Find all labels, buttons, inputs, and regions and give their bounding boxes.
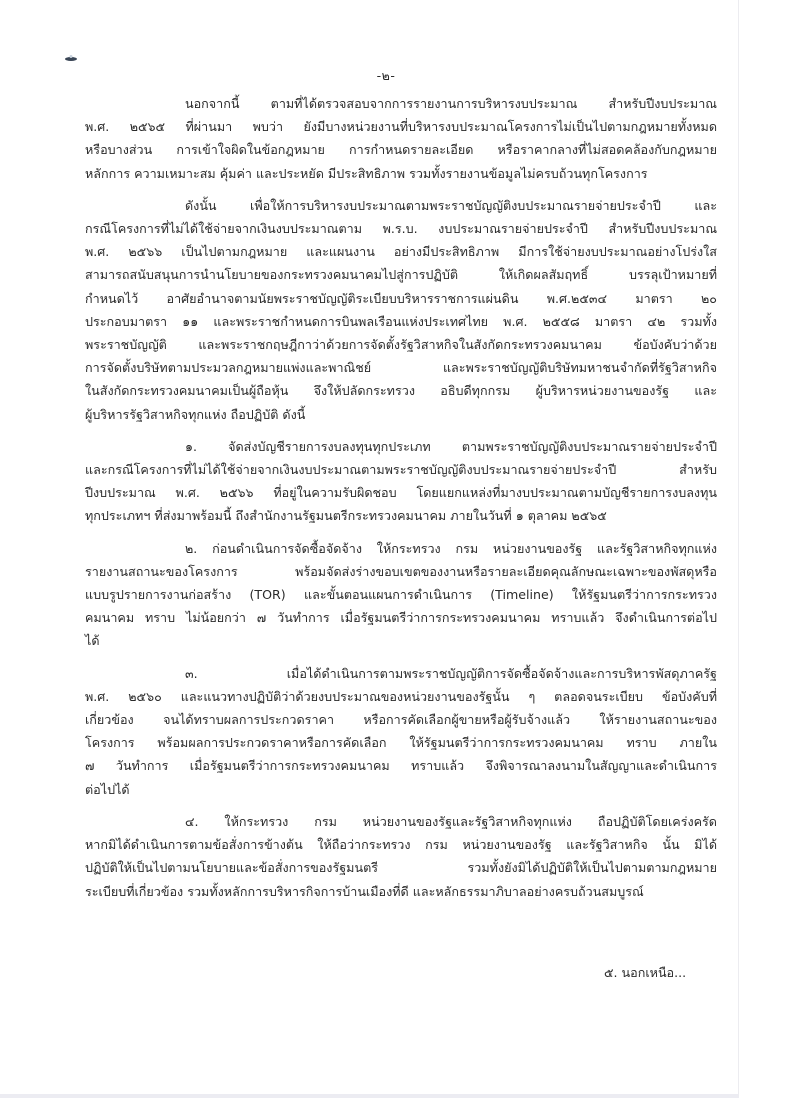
text-line: หลักการ ความเหมาะสม คุ้มค่า และประหยัด มีประสิทธิภาพ รวมทั้งรายงานข้อมูลไม่ครบถ้วนทุกโครงการ xyxy=(85,165,648,181)
continuation-note: ๕. นอกเหนือ... xyxy=(604,965,687,980)
text-line: ๔. ให้กระทรวง กรม หน่วยงานของรัฐและรัฐวิสาหกิจทุกแห่ง ถือปฏิบัติโดยเคร่งครัด xyxy=(185,813,717,829)
text-line: ๗ วันทำการ เมื่อรัฐมนตรีว่าการกระทรวงคมนาคม ทราบแล้ว จึงพิจารณาลงนามในสัญญาและดำเนินการ xyxy=(85,758,717,774)
text-line: กรณีโครงการที่ไม่ได้ใช้จ่ายจากเงินงบประมาณตาม พ.ร.บ. งบประมาณรายจ่ายประจำปี สำหรับปีงบประมาณ xyxy=(85,221,717,237)
garuda-emblem-icon xyxy=(64,54,78,62)
text-line: ๑. จัดส่งบัญชีรายการงบลงทุนทุกประเภท ตามพระราชบัญญัติงบประมาณรายจ่ายประจำปี xyxy=(185,438,717,454)
text-line: พ.ศ. ๒๕๖๕ ที่ผ่านมา พบว่า ยังมีบางหน่วยงานที่บริหารงบประมาณโครงการไม่เป็นไปตามกฎหมายทั้งหมด xyxy=(85,119,717,135)
text-line: กำหนดไว้ อาศัยอำนาจตามนัยพระราชบัญญัติระเบียบบริหารราชการแผ่นดิน พ.ศ.๒๕๓๔ มาตรา ๒๐ xyxy=(85,290,717,306)
text-line: ทุกประเภทฯ ที่ส่งมาพร้อมนี้ ถึงสำนักงานรัฐมนตรีกระทรวงคมนาคม ภายในวันที่ ๑ ตุลาคม ๒๕๖๕ xyxy=(85,508,607,524)
paragraph-intro xyxy=(85,92,717,185)
text-line: ได้ xyxy=(85,633,100,649)
page-number: -๒- xyxy=(376,68,396,83)
paragraph-item-3 xyxy=(85,662,717,801)
text-line: ประกอบมาตรา ๑๑ และพระราชกำหนดการบินพลเรือนแห่งประเทศไทย พ.ศ. ๒๕๕๘ มาตรา ๔๒ รวมทั้ง xyxy=(85,313,717,329)
text-line: พ.ศ. ๒๕๖๖ เป็นไปตามกฎหมาย และแผนงาน อย่างมีประสิทธิภาพ มีการใช้จ่ายงบประมาณอย่างโปร่งใส xyxy=(85,244,717,260)
text-line: ในสังกัดกระทรวงคมนาคมเป็นผู้ถือหุ้น จึงให้ปลัดกระทรวง อธิบดีทุกกรม ผู้บริหารหน่วยงานของรัฐ และ xyxy=(85,383,717,399)
text-line: หรือบางส่วน การเข้าใจผิดในข้อกฎหมาย การกำหนดรายละเอียด หรือราคากลางที่ไม่สอดคล้องกับกฎหมาย xyxy=(85,142,717,158)
text-line: ต่อไปได้ xyxy=(85,781,130,797)
text-line: การจัดตั้งบริษัทตามประมวลกฎหมายแพ่งและพาณิชย์ และพระราชบัญญัติบริษัทมหาชนจำกัดที่รัฐวิสาหกิจ xyxy=(85,360,717,376)
text-line: แบบรูปรายการงานก่อสร้าง (TOR) และขั้นตอนแผนการดำเนินการ (Timeline) ให้รัฐมนตรีว่าการกระทรวง xyxy=(85,587,717,603)
text-line: พระราชบัญญัติ และพระราชกฤษฎีกาว่าด้วยการจัดตั้งรัฐวิสาหกิจในสังกัดกระทรวงคมนาคม ข้อบังคับว่าด้วย xyxy=(85,337,717,353)
text-line: ดังนั้น เพื่อให้การบริหารงบประมาณตามพระราชบัญญัติงบประมาณรายจ่ายประจำปี และ xyxy=(185,197,717,213)
paragraph-item-2 xyxy=(85,537,717,653)
document-body xyxy=(85,92,717,912)
text-line: ๓. เมื่อได้ดำเนินการตามพระราชบัญญัติการจัดซื้อจัดจ้างและการบริหารพัสดุภาครัฐ xyxy=(185,665,717,681)
text-line: โครงการ พร้อมผลการประกวดราคาหรือการคัดเลือก ให้รัฐมนตรีว่าการกระทรวงคมนาคม ทราบ ภายใน xyxy=(85,735,717,751)
text-line: เกี่ยวข้อง จนได้ทราบผลการประกวดราคา หรือการคัดเลือกผู้ขายหรือผู้รับจ้างแล้ว ให้รายงานสถานะของ xyxy=(85,712,717,728)
text-line: สามารถสนับสนุนการนำนโยบายของกระทรวงคมนาคมไปสู่การปฏิบัติ ให้เกิดผลสัมฤทธิ์ บรรลุเป้าหมายที่ xyxy=(85,267,717,283)
text-line: นอกจากนี้ ตามที่ได้ตรวจสอบจากการรายงานการบริหารงบประมาณ สำหรับปีงบประมาณ xyxy=(185,96,717,111)
paragraph-therefore xyxy=(85,194,717,426)
text-line: และกรณีโครงการที่ไม่ได้ใช้จ่ายจากเงินงบประมาณตามพระราชบัญญัติงบประมาณรายจ่ายประจำปี สำหรับ xyxy=(85,462,717,478)
text-line: ผู้บริหารรัฐวิสาหกิจทุกแห่ง ถือปฏิบัติ ดังนี้ xyxy=(85,406,306,422)
text-line: รายงานสถานะของโครงการ พร้อมจัดส่งร่างขอบเขตของงานหรือรายละเอียดคุณลักษณะเฉพาะของพัสดุหรือ xyxy=(85,563,717,579)
text-line: ปีงบประมาณ พ.ศ. ๒๕๖๖ ที่อยู่ในความรับผิดชอบ โดยแยกแหล่งที่มางบประมาณตามบัญชีรายการงบลงทุน xyxy=(85,485,717,501)
paragraph-item-4 xyxy=(85,810,717,903)
paragraph-item-1 xyxy=(85,435,717,528)
text-line: คมนาคม ทราบ ไม่น้อยกว่า ๗ วันทำการ เมื่อรัฐมนตรีว่าการกระทรวงคมนาคม ทราบแล้ว จึงดำเนินการต่อไป xyxy=(85,610,717,626)
text-line: ปฏิบัติให้เป็นไปตามนโยบายและข้อสั่งการของรัฐมนตรี รวมทั้งยังมิได้ปฏิบัติให้เป็นไปตามตามกฎหมาย xyxy=(85,860,717,876)
text-line: หากมิได้ดำเนินการตามข้อสั่งการข้างต้น ให้ถือว่ากระทรวง กรม หน่วยงานของรัฐ และรัฐวิสาหกิจ นั้น มิได้ xyxy=(85,837,717,853)
text-line: ๒. ก่อนดำเนินการจัดซื้อจัดจ้าง ให้กระทรวง กรม หน่วยงานของรัฐ และรัฐวิสาหกิจทุกแห่ง xyxy=(185,540,717,556)
text-line: พ.ศ. ๒๕๖๐ และแนวทางปฏิบัติว่าด้วยงบประมาณของหน่วยงานของรัฐนั้น ๆ ตลอดจนระเบียบ ข้อบังคับที่ xyxy=(85,688,717,704)
text-line: ระเบียบที่เกี่ยวข้อง รวมทั้งหลักการบริหารกิจการบ้านเมืองที่ดี และหลักธรรมาภิบาลอย่างครบถ้วนสมบูรณ์ xyxy=(85,883,644,899)
